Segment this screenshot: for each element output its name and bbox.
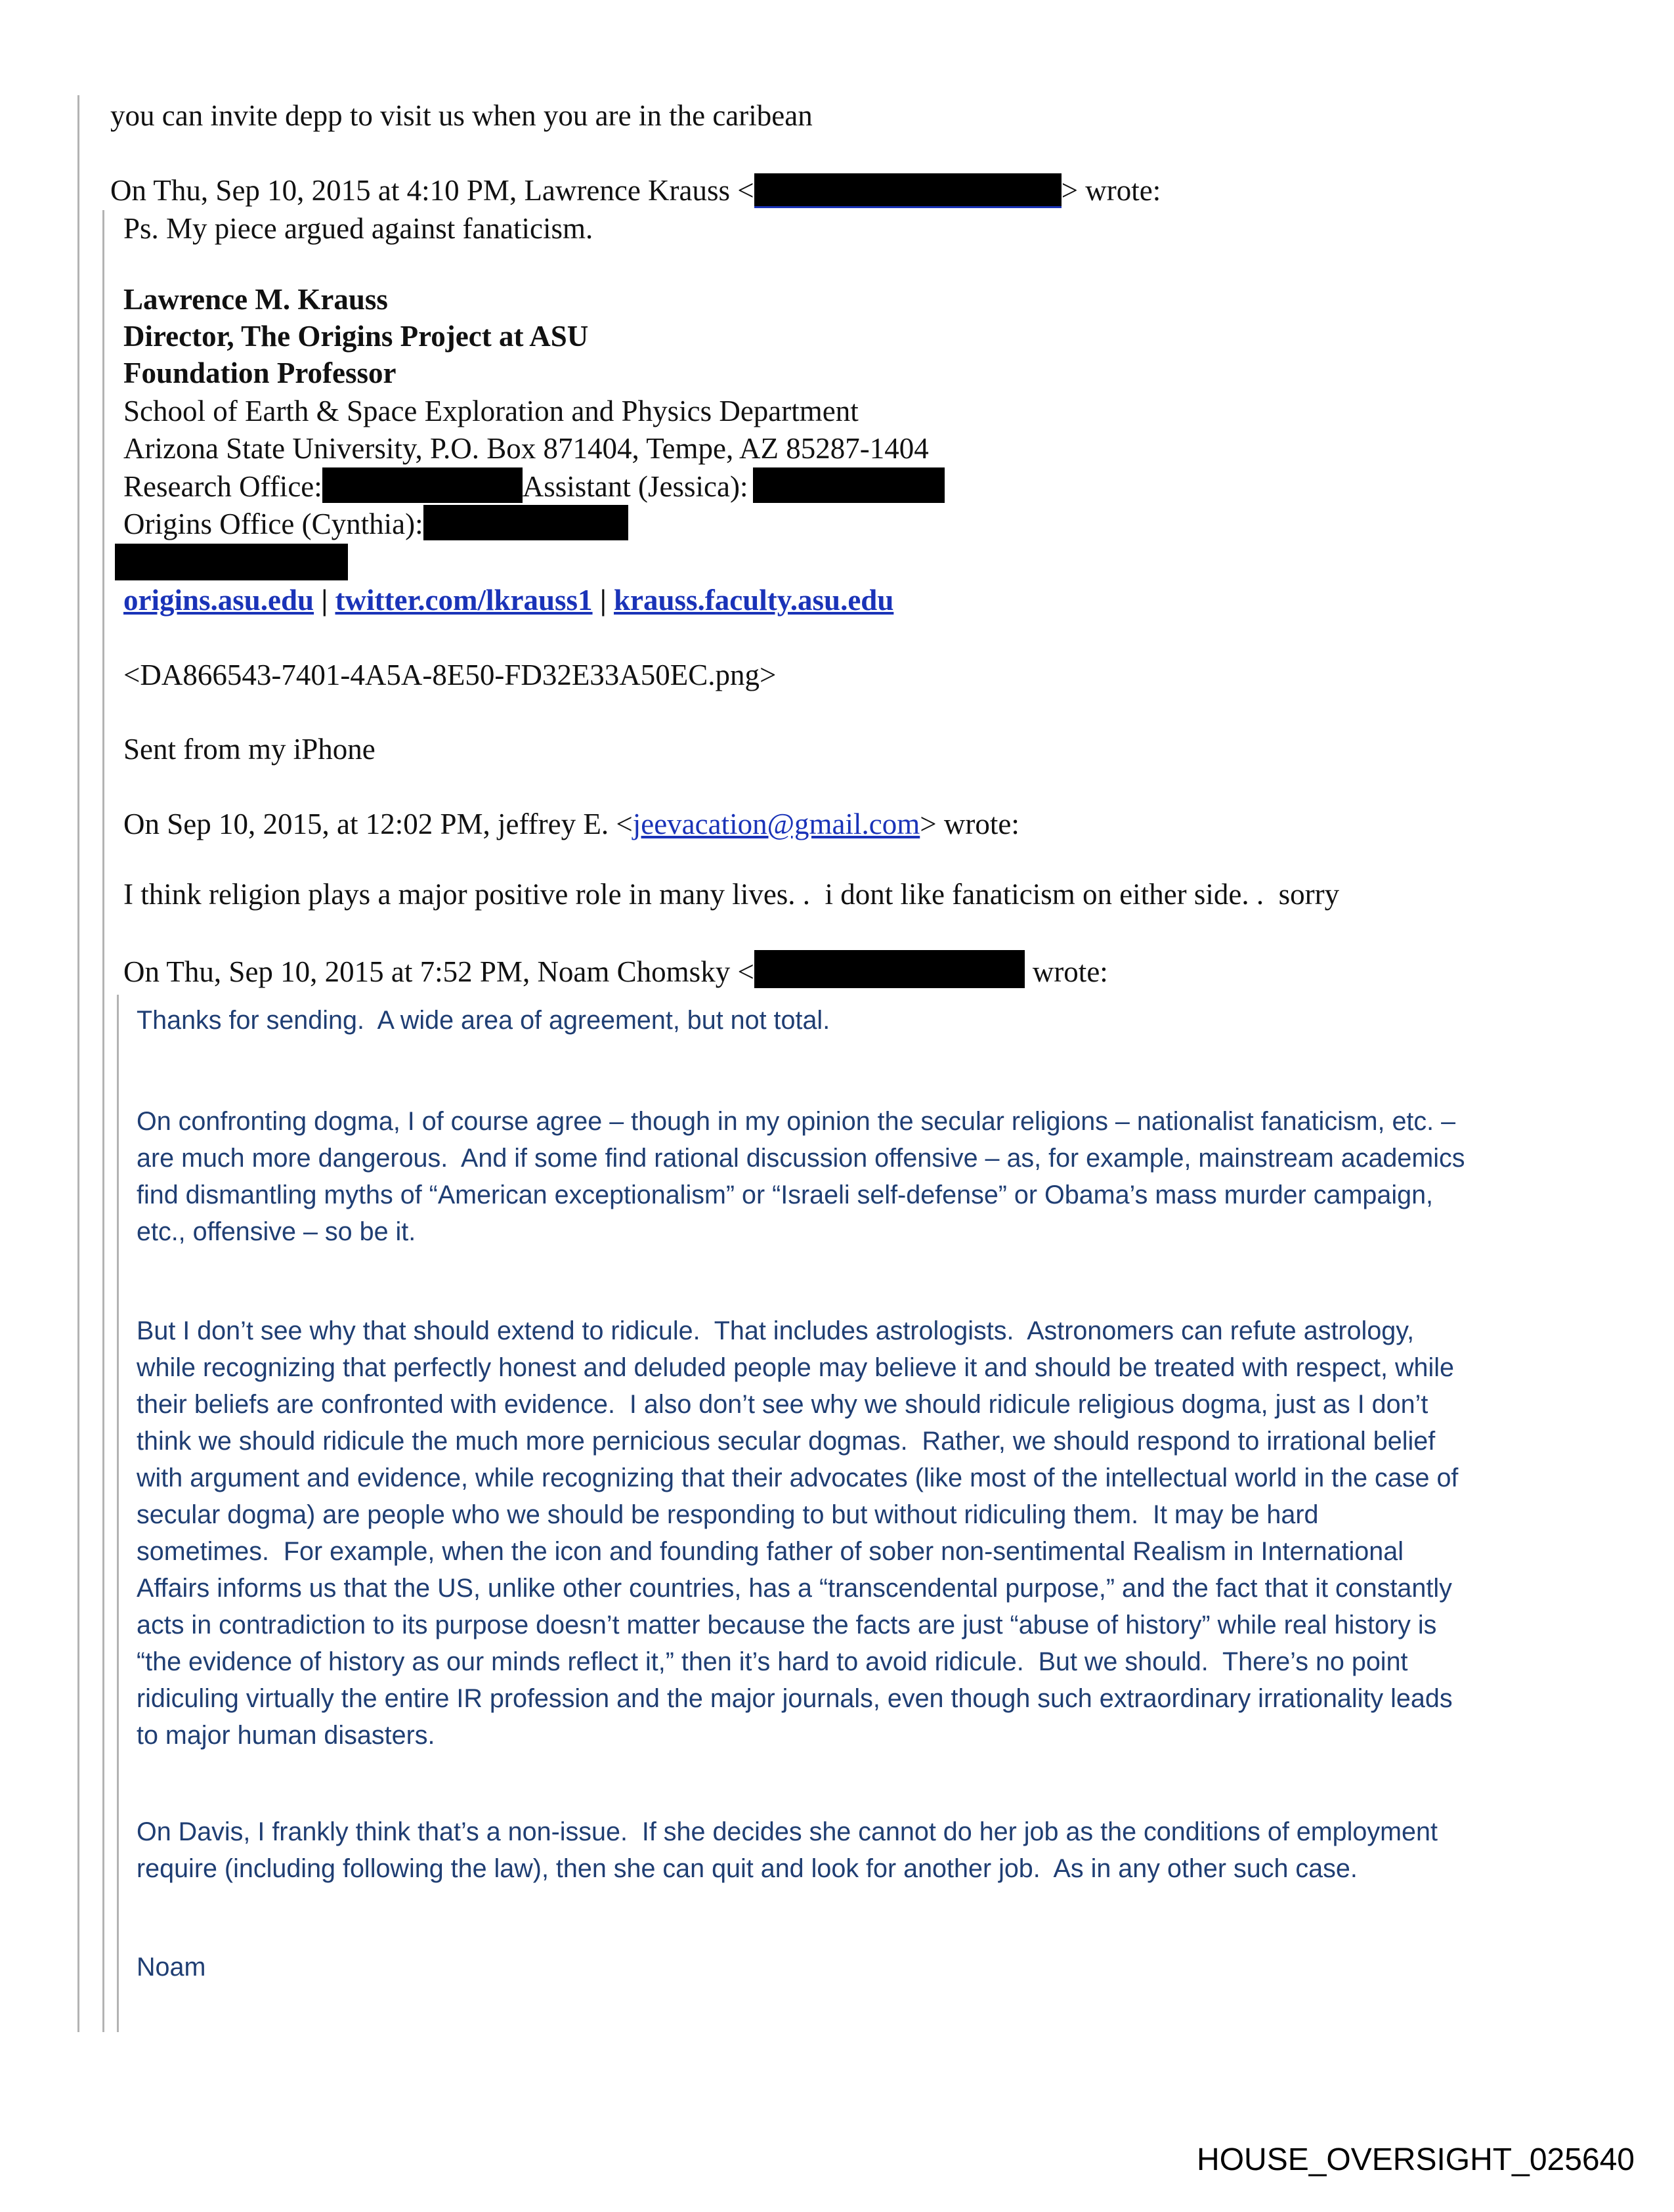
chomsky-p3-line: secular dogma) are people who we should be responding to but without ridiculing them. It may be hard — [137, 1500, 1319, 1529]
chomsky-header — [123, 950, 1108, 990]
jeffrey-header — [123, 806, 1019, 842]
chomsky-header-suffix: wrote: — [1032, 955, 1108, 988]
quote-bar-middle — [102, 210, 104, 2032]
attachment-name: <DA866543-7401-4A5A-8E50-FD32E33A50EC.png> — [123, 659, 777, 691]
jeffrey-header-suffix: > wrote: — [920, 808, 1019, 840]
signature-title2: Foundation Professor — [123, 357, 397, 389]
quote-bar-outer — [77, 95, 79, 2032]
redacted-email-chomsky — [754, 950, 1025, 988]
redacted-extra-line — [115, 544, 348, 580]
jeffrey-header-prefix: On Sep 10, 2015, at 12:02 PM, jeffrey E. < — [123, 808, 633, 840]
chomsky-p3-line: But I don’t see why that should extend to ridicule. That includes astrologists. Astronomers can refute astrology, — [137, 1316, 1415, 1345]
chomsky-paragraph-3 — [137, 1312, 1568, 1754]
redacted-assistant-phone — [753, 467, 945, 503]
krauss-ps: Ps. My piece argued against fanaticism. — [123, 212, 593, 245]
chomsky-p3-line: with argument and evidence, while recognizing that their advocates (like most of the intellectual world in the case of — [137, 1464, 1459, 1492]
redacted-origins-phone — [423, 505, 628, 540]
chomsky-p2-line: On confronting dogma, I of course agree – though in my opinion the secular religions – nationalist fanaticism, etc. – — [137, 1107, 1456, 1136]
signature-origins-row — [123, 505, 628, 542]
chomsky-paragraph-1 — [137, 1002, 1568, 1039]
sent-from: Sent from my iPhone — [123, 733, 376, 766]
research-office-label: Research Office: — [123, 470, 322, 503]
signature-name: Lawrence M. Krauss — [123, 283, 388, 316]
signature-address: Arizona State University, P.O. Box 871404, Tempe, AZ 85287-1404 — [123, 432, 929, 465]
chomsky-p3-line: to major human disasters. — [137, 1721, 435, 1750]
jeffrey-message: I think religion plays a major positive role in many lives. . i dont like fanaticism on either side. . sorry — [123, 878, 1340, 911]
signature-title1: Director, The Origins Project at ASU — [123, 320, 589, 353]
chomsky-p4-line: require (including following the law), then she can quit and look for another job. As in any other such case. — [137, 1854, 1358, 1883]
signature-links — [123, 582, 893, 618]
chomsky-p3-line: Affairs informs us that the US, unlike other countries, has a “transcendental purpose,” and the fact that it constantly — [137, 1574, 1452, 1603]
chomsky-paragraph-4 — [137, 1813, 1568, 1887]
chomsky-p2-line: are much more dangerous. And if some find rational discussion offensive – as, for example, mainstream academics — [137, 1144, 1465, 1173]
krauss-header-prefix: On Thu, Sep 10, 2015 at 4:10 PM, Lawrence Krauss < — [110, 174, 754, 207]
chomsky-paragraph-2 — [137, 1103, 1568, 1250]
jeffrey-email-link[interactable]: jeevacation@gmail.com — [632, 808, 920, 840]
redacted-research-phone — [322, 467, 523, 503]
redacted-email-krauss — [754, 173, 1062, 208]
signature-research-row — [123, 467, 945, 505]
signature-dept: School of Earth & Space Exploration and Physics Department — [123, 395, 859, 427]
chomsky-signoff-text: Noam — [137, 1953, 206, 1982]
chomsky-p3-line: acts in contradiction to its purpose doesn’t matter because the facts are just “abuse of history” while real history is — [137, 1611, 1437, 1639]
chomsky-header-prefix: On Thu, Sep 10, 2015 at 7:52 PM, Noam Chomsky < — [123, 955, 754, 988]
chomsky-p3-line: their beliefs are confronted with evidence. I also don’t see why we should ridicule religious dogma, just as I don’t — [137, 1390, 1428, 1419]
link-origins[interactable]: origins.asu.edu — [123, 584, 314, 617]
assistant-label: Assistant (Jessica): — [522, 470, 748, 503]
chomsky-p3-line: sometimes. For example, when the icon and founding father of sober non-sentimental Realism in International — [137, 1537, 1404, 1566]
krauss-header-suffix: > wrote: — [1061, 174, 1161, 207]
top-message: you can invite depp to visit us when you are in the caribean — [110, 99, 813, 132]
quote-bar-inner — [117, 995, 119, 2032]
origins-office-label: Origins Office (Cynthia): — [123, 508, 423, 540]
link-separator-1: | — [314, 584, 335, 617]
bates-number: HOUSE_OVERSIGHT_025640 — [1197, 2142, 1635, 2177]
chomsky-p2-line: find dismantling myths of “American exceptionalism” or “Israeli self-defense” or Obama’s mass murder campaign, — [137, 1181, 1434, 1209]
chomsky-p2-line: etc., offensive – so be it. — [137, 1217, 416, 1246]
chomsky-signoff — [137, 1949, 1568, 1985]
chomsky-p3-line: think we should ridicule the much more pernicious secular dogmas. Rather, we should respond to irrational belief — [137, 1427, 1436, 1456]
chomsky-p4-line: On Davis, I frankly think that’s a non-issue. If she decides she cannot do her job as the conditions of employment — [137, 1817, 1438, 1846]
chomsky-p3-line: “the evidence of history as our minds reflect it,” then it’s hard to avoid ridicule. But we should. There’s no point — [137, 1647, 1408, 1676]
link-separator-2: | — [592, 584, 614, 617]
link-faculty[interactable]: krauss.faculty.asu.edu — [613, 584, 894, 617]
krauss-header — [110, 172, 1161, 209]
chomsky-p1-line: Thanks for sending. A wide area of agreement, but not total. — [137, 1006, 830, 1035]
chomsky-p3-line: ridiculing virtually the entire IR profession and the major journals, even though such extraordinary irrationality leads — [137, 1684, 1453, 1713]
chomsky-p3-line: while recognizing that perfectly honest and deluded people may believe it and should be treated with respect, while — [137, 1353, 1454, 1382]
link-twitter[interactable]: twitter.com/lkrauss1 — [335, 584, 593, 617]
